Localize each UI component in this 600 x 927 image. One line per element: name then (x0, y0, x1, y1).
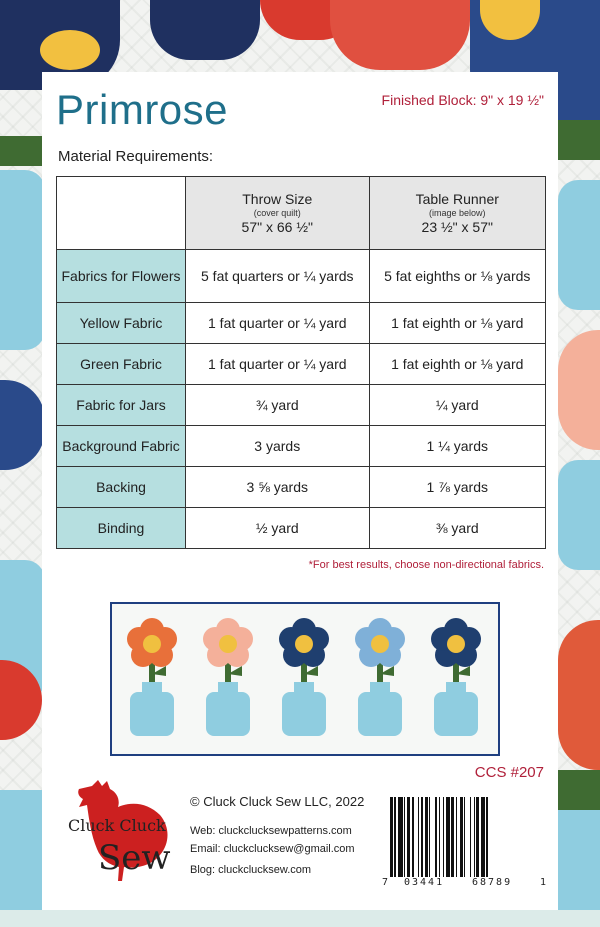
throw-size-header (186, 177, 370, 250)
table-row (57, 426, 546, 467)
runner-value: 1 fat eighth or ⅛ yard (369, 344, 545, 385)
runner-flower (431, 618, 481, 736)
runner-value: 1 fat eighth or ⅛ yard (369, 303, 545, 344)
throw-value: 1 fat quarter or ¼ yard (186, 344, 370, 385)
material-requirements-label: Material Requirements: (58, 148, 214, 165)
barcode-bar (488, 797, 491, 877)
barcode (382, 797, 547, 889)
row-label: Binding (57, 508, 186, 549)
barcode-digit-right: 1 (540, 877, 547, 888)
flower-runner-illustration (112, 604, 498, 754)
throw-value: 5 fat quarters or ¼ yards (186, 250, 370, 303)
cluck-cluck-sew-logo (54, 772, 194, 892)
runner-flower (279, 618, 329, 736)
throw-size-name: Throw Size (242, 191, 313, 207)
logo-text-line2: Sew (98, 838, 171, 878)
row-label: Yellow Fabric (57, 303, 186, 344)
throw-value: 3 yards (186, 426, 370, 467)
throw-size-note: (cover quilt) (253, 208, 301, 218)
table-row (57, 344, 546, 385)
material-requirements-table (56, 176, 546, 549)
runner-value: 5 fat eighths or ⅛ yards (369, 250, 545, 303)
table-header-row (57, 177, 546, 250)
runner-flower (127, 618, 177, 736)
email-link[interactable]: Email: cluckclucksew@gmail.com (190, 843, 355, 855)
table-row (57, 508, 546, 549)
table-runner-note: (image below) (429, 208, 486, 218)
barcode-digits-1: 03441 (404, 877, 445, 888)
table-row (57, 467, 546, 508)
pattern-title: Primrose (56, 86, 229, 133)
throw-value: 1 fat quarter or ¼ yard (186, 303, 370, 344)
throw-value: ¾ yard (186, 385, 370, 426)
throw-size-dimensions: 57" x 66 ½" (241, 219, 313, 235)
table-runner-header (369, 177, 545, 250)
runner-flower (355, 618, 405, 736)
table-runner-dimensions: 23 ½" x 57" (421, 219, 493, 235)
empty-header-cell (57, 177, 186, 250)
runner-value: 1 ¼ yards (369, 426, 545, 467)
table-row (57, 250, 546, 303)
row-label: Fabrics for Flowers (57, 250, 186, 303)
table-row (57, 303, 546, 344)
barcode-bars (390, 797, 540, 877)
logo-text-line1: Cluck Cluck (68, 816, 166, 835)
throw-value: 3 ⅝ yards (186, 467, 370, 508)
runner-value: ¼ yard (369, 385, 545, 426)
fabric-note: *For best results, choose non-directional fabrics. (308, 559, 544, 571)
runner-value: ⅜ yard (369, 508, 545, 549)
row-label: Green Fabric (57, 344, 186, 385)
table-runner-name: Table Runner (415, 191, 499, 207)
blog-link[interactable]: Blog: cluckclucksew.com (190, 864, 312, 876)
pattern-number: CCS #207 (474, 764, 544, 781)
throw-value: ½ yard (186, 508, 370, 549)
web-link[interactable]: Web: cluckclucksewpatterns.com (190, 825, 352, 837)
copyright: © Cluck Cluck Sew LLC, 2022 (190, 794, 365, 809)
barcode-digits-2: 68789 (472, 877, 513, 888)
row-label: Background Fabric (57, 426, 186, 467)
row-label: Backing (57, 467, 186, 508)
finished-block-size: Finished Block: 9" x 19 ½" (381, 92, 544, 108)
row-label: Fabric for Jars (57, 385, 186, 426)
table-row (57, 385, 546, 426)
runner-flower (203, 618, 253, 736)
barcode-digit-left: 7 (382, 877, 389, 888)
runner-value: 1 ⅞ yards (369, 467, 545, 508)
pattern-card (42, 72, 558, 910)
table-runner-image (110, 602, 500, 756)
